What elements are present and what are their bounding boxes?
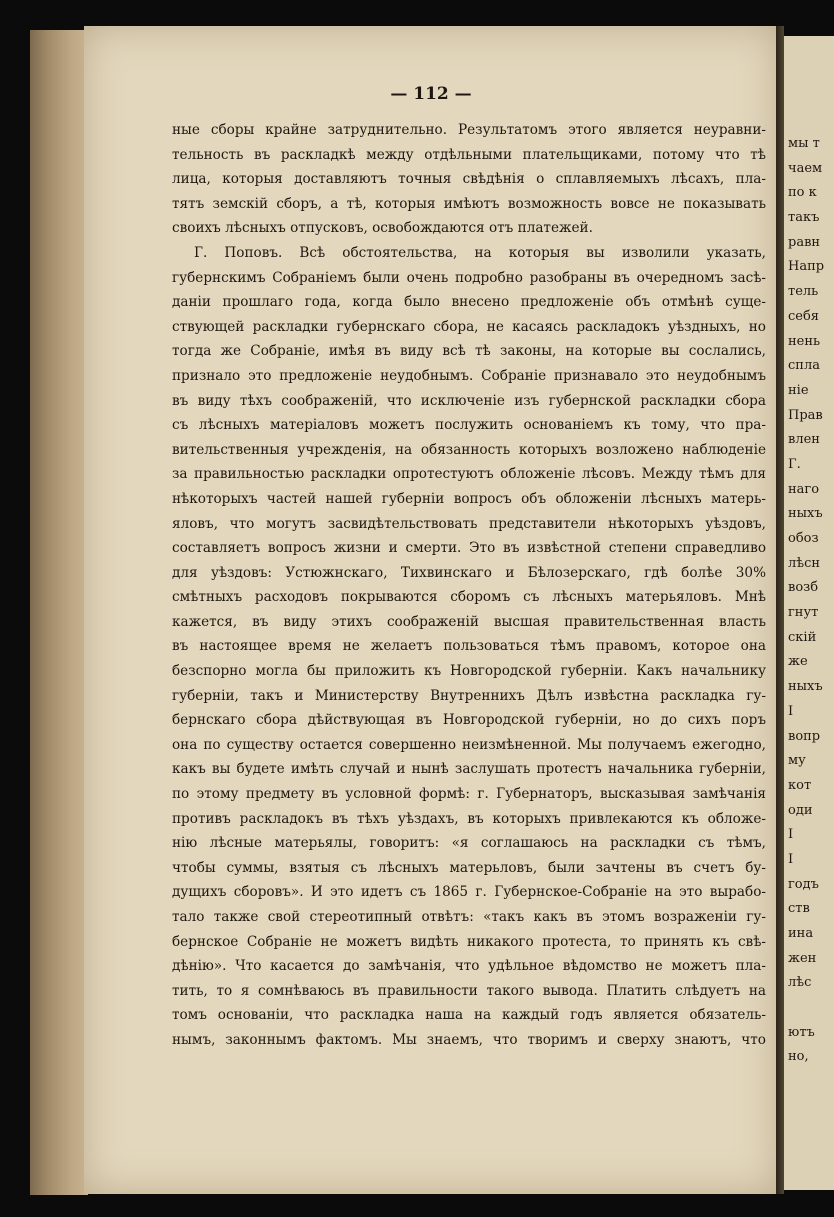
text-line: тогда же Собраніе, имѣя въ виду всѣ тѣ законы, на которые вы сослались, [172, 343, 766, 360]
text-line: вительственныя учрежденія, на обязанность которыхъ возложено наблюденіе [172, 441, 766, 458]
adjacent-fragment: гнут [788, 605, 819, 621]
text-line: безспорно могла бы приложить къ Новгородской губерніи. Какъ начальнику [172, 663, 766, 680]
text-line: нію лѣсные матерьялы, говоритъ: «я соглашаюсь на раскладки съ тѣмъ, [172, 835, 766, 852]
page-number: — 112 — [390, 84, 472, 104]
adjacent-fragment: кот [788, 777, 812, 793]
adjacent-fragment: такъ [788, 210, 820, 226]
adjacent-fragment: чаем [788, 160, 823, 176]
adjacent-fragment: по к [788, 185, 817, 201]
adjacent-fragment: му [788, 753, 806, 769]
adjacent-fragment: же [788, 654, 808, 670]
text-line: дѣнію». Что касается до замѣчанія, что удѣльное вѣдомство не можетъ пла- [172, 958, 766, 975]
adjacent-fragment: І [788, 703, 794, 719]
text-line: бернскаго сбора дѣйствующая въ Новгородской губерніи, но до сихъ поръ [172, 712, 766, 729]
adjacent-fragment: влен [788, 432, 820, 448]
text-line: нѣкоторыхъ частей нашей губерніи вопросъ объ обложеніи лѣсныхъ матерь- [172, 490, 766, 507]
adjacent-fragment: равн [788, 234, 821, 250]
text-line: томъ основаніи, что раскладка наша на каждый годъ является обязатель- [172, 1007, 766, 1024]
text-line: тало также свой стереотипный отвѣтъ: «такъ какъ въ этомъ возраженіи гу- [172, 909, 766, 925]
adjacent-fragment: лѣс [788, 975, 812, 991]
adjacent-fragment: годъ [788, 876, 819, 892]
text-line: въ настоящее время не желаетъ пользоваться тѣмъ правомъ, которое она [172, 638, 766, 655]
adjacent-fragment [784, 996, 834, 1021]
page-body [172, 118, 766, 1053]
adjacent-fragment: ютъ [788, 1024, 815, 1040]
adjacent-fragment: І [788, 827, 794, 843]
text-line: за правильностью раскладки опротестуютъ обложеніе лѣсовъ. Между тѣмъ для [172, 466, 766, 483]
text-line: по этому предмету въ условной формѣ: г. Губернаторъ, высказывая замѣчанія [172, 786, 766, 803]
text-line: составляетъ вопросъ жизни и смерти. Это въ извѣстной степени справедливо [172, 540, 766, 557]
text-line: съ лѣсныхъ матеріаловъ можетъ послужить основаніемъ къ тому, что пра- [172, 417, 766, 434]
text-line: тить, то я сомнѣваюсь въ правильности такого вывода. Платить слѣдуетъ на [172, 982, 766, 999]
adjacent-fragment: возб [788, 580, 819, 596]
text-line: бернское Собраніе не можетъ видѣть никакого протеста, то принять къ свѣ- [172, 933, 766, 950]
adjacent-fragment: ина [788, 926, 814, 941]
adjacent-fragment: Напр [788, 259, 825, 275]
adjacent-fragment: себя [788, 308, 820, 324]
text-line: яловъ, что могутъ засвидѣтельствовать представители нѣкоторыхъ уѣздовъ, [172, 515, 766, 532]
text-line: чтобы суммы, взятыя съ лѣсныхъ матерьловъ, были зачтены въ счетъ бу- [172, 859, 766, 876]
adjacent-fragment: оди [788, 802, 813, 818]
text-line: лица, которыя доставляютъ точныя свѣдѣнія о сплавляемыхъ лѣсахъ, пла- [172, 171, 766, 188]
text-line: своихъ лѣсныхъ отпусковъ, освобождаются отъ платежей. [172, 220, 593, 237]
adjacent-page [784, 36, 834, 1190]
text-line: для уѣздовъ: Устюжнскаго, Тихвинскаго и Бѣлозерскаго, гдѣ болѣе 30% [172, 564, 766, 581]
book-gutter [776, 26, 784, 1194]
text-line: даніи прошлаго года, когда было внесено предложеніе объ отмѣнѣ суще- [172, 294, 766, 311]
text-line: признало это предложеніе неудобнымъ. Собраніе признавало это неудобнымъ [172, 367, 766, 384]
adjacent-fragment: обоз [788, 531, 819, 546]
text-line: въ виду тѣхъ соображеній, что исключеніе изъ губернской раскладки сбора [172, 392, 766, 409]
adjacent-fragment: Прав [788, 407, 823, 423]
text-line: ные сборы крайне затруднительно. Результатомъ этого является неуравни- [172, 122, 766, 138]
book-edge [30, 30, 88, 1195]
adjacent-fragment: ств [788, 901, 810, 917]
adjacent-fragment: скій [788, 629, 817, 645]
adjacent-fragment: вопр [788, 728, 821, 744]
text-line: Г. Поповъ. Всѣ обстоятельства, на которыя вы изволили указать, [194, 244, 766, 261]
text-line: губернскимъ Собраніемъ были очень подробно разобраны въ очередномъ засѣ- [172, 269, 766, 286]
text-line: смѣтныхъ расходовъ покрываются сборомъ съ лѣсныхъ матерьяловъ. Мнѣ [172, 589, 766, 606]
adjacent-fragment: ныхъ [788, 506, 823, 522]
text-line: дущихъ сборовъ». И это идетъ съ 1865 г. Губернское-Собраніе на это вырабо- [172, 884, 766, 901]
adjacent-fragment: нень [788, 333, 821, 349]
adjacent-fragment: лѣсн [788, 555, 821, 571]
text-line: какъ вы будете имѣть случай и нынѣ заслушать протестъ начальника губерніи, [172, 761, 766, 778]
text-line: тельность въ раскладкѣ между отдѣльными плательщиками, потому что тѣ [172, 146, 766, 163]
adjacent-fragment: тель [788, 284, 819, 300]
text-line: ствующей раскладки губернскаго сбора, не касаясь раскладокъ уѣздныхъ, но [172, 318, 766, 335]
adjacent-fragment: жен [788, 950, 817, 966]
adjacent-fragment: І [788, 851, 794, 867]
text-line: тятъ земскій сборъ, а тѣ, которыя имѣютъ возможность вовсе не показывать [172, 195, 766, 212]
adjacent-fragment: наго [788, 481, 820, 497]
text-line: губерніи, такъ и Министерству Внутреннихъ Дѣлъ извѣстна раскладка гу- [172, 687, 766, 704]
adjacent-fragment: Г. [788, 456, 801, 472]
adjacent-fragment: ныхъ [788, 679, 823, 695]
text-line: она по существу остается совершенно неизмѣненной. Мы получаемъ ежегодно, [172, 736, 766, 753]
text-line: противъ раскладокъ въ тѣхъ уѣздахъ, въ которыхъ привлекаются къ обложе- [172, 810, 766, 827]
adjacent-fragment: мы т [788, 136, 820, 151]
adjacent-fragment: но, [788, 1049, 809, 1065]
adjacent-fragment: ніе [788, 382, 809, 398]
adjacent-fragment: спла [788, 358, 820, 374]
text-line: кажется, въ виду этихъ соображеній высшая правительственная власть [172, 613, 766, 630]
text-line: нымъ, законнымъ фактомъ. Мы знаемъ, что творимъ и сверху знаютъ, что [172, 1031, 766, 1048]
